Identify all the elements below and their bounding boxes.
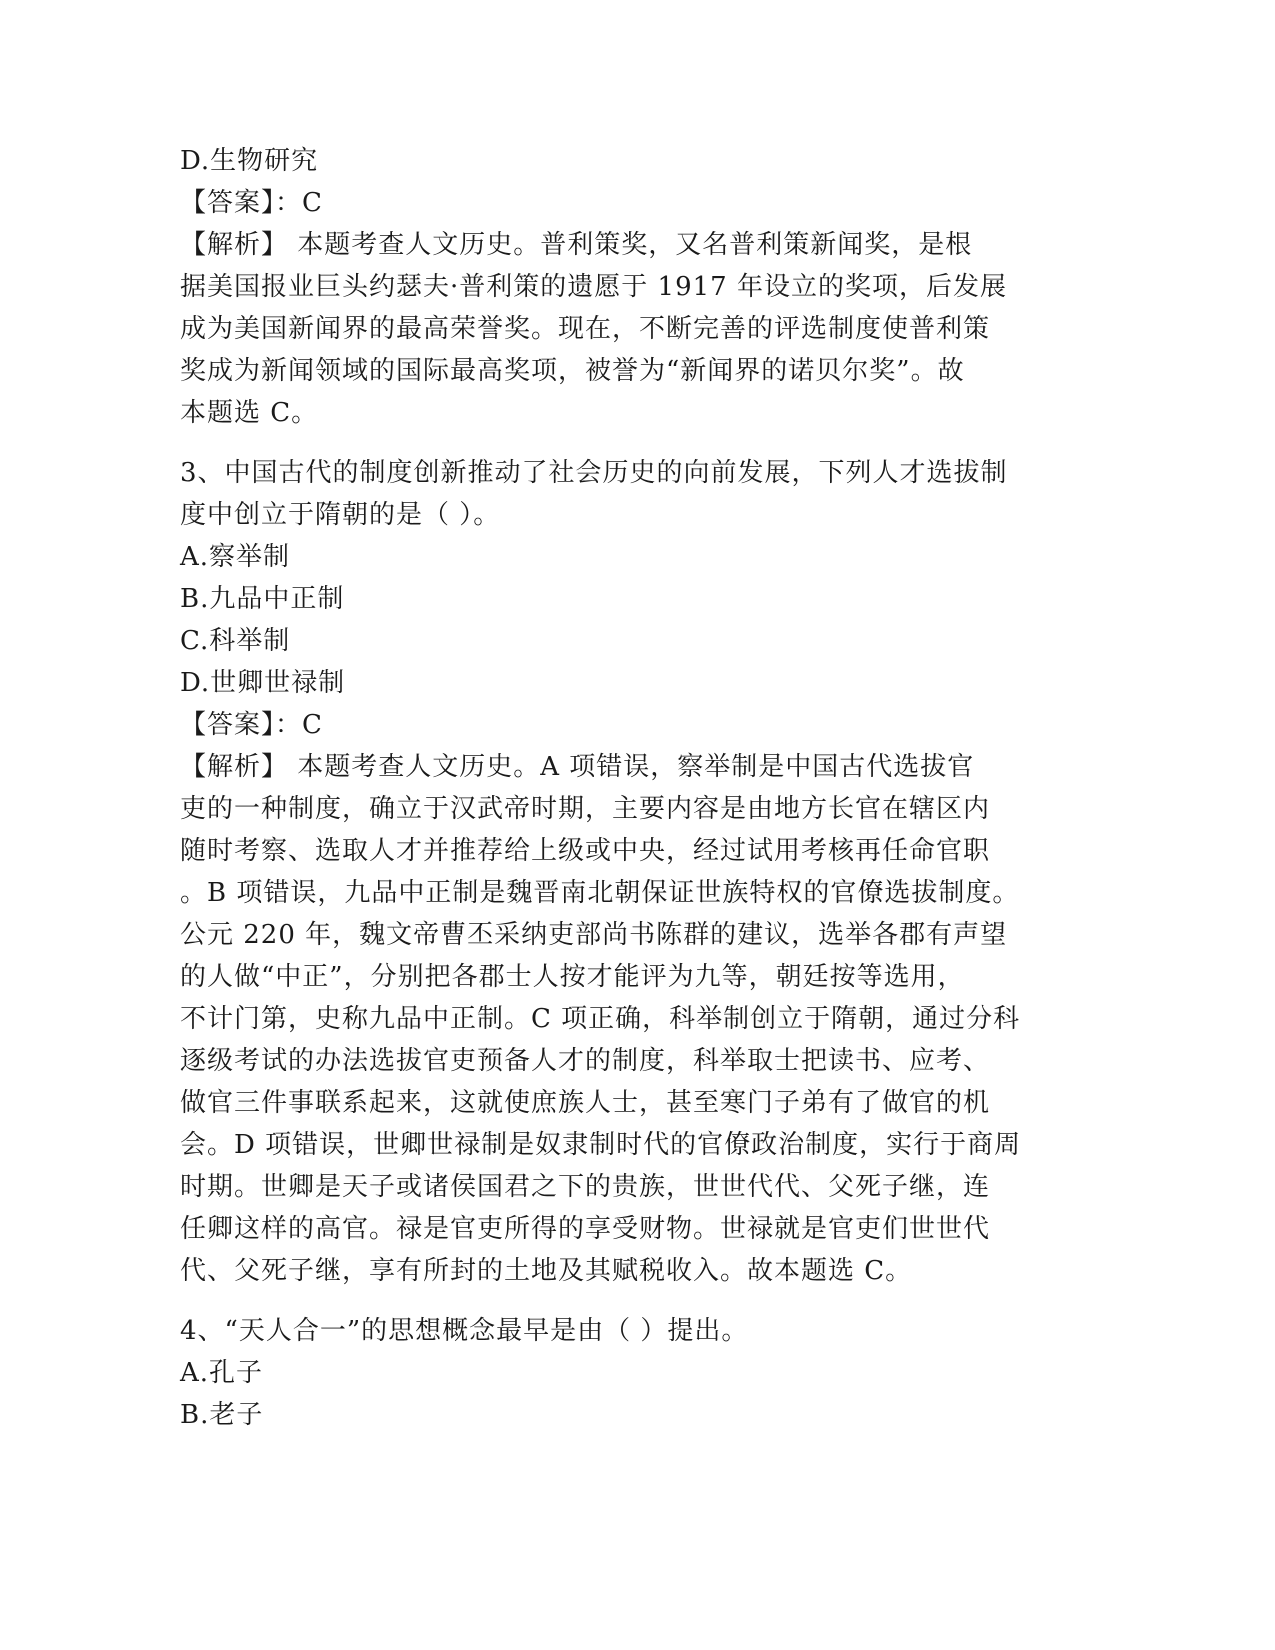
explanation-line: 奖成为新闻领域的国际最高奖项，被誉为“新闻界的诺贝尔奖”。故 (180, 356, 965, 386)
answer-line: 【答案】：C (180, 188, 323, 218)
option-c: C.科举制 (180, 626, 291, 656)
question-stem: 4、“天人合一”的思想概念最早是由（ ）提出。 (180, 1316, 749, 1346)
explanation-line: 任卿这样的高官。禄是官吏所得的享受财物。世禄就是官吏们世世代 (180, 1214, 991, 1244)
question-stem: 3、中国古代的制度创新推动了社会历史的向前发展，下列人才选拔制 (180, 458, 1008, 488)
explanation-line: 成为美国新闻界的最高荣誉奖。现在，不断完善的评选制度使普利策 (180, 314, 991, 344)
explanation-line: 的人做“中正”，分别把各郡士人按才能评为九等，朝廷按等选用， (180, 962, 965, 992)
answer-line: 【答案】：C (180, 710, 323, 740)
explanation-line: 会。D 项错误，世卿世禄制是奴隶制时代的官僚政治制度，实行于商周 (180, 1130, 1022, 1160)
option-a: A.孔子 (180, 1358, 264, 1388)
explanation (180, 224, 1040, 434)
explanation-line: 据美国报业巨头约瑟夫·普利策的遗愿于 1917 年设立的奖项，后发展 (180, 272, 1007, 302)
option-a: A.察举制 (180, 542, 291, 572)
explanation-line: 不计门第，史称九品中正制。C 项正确，科举制创立于隋朝，通过分科 (180, 1004, 1021, 1034)
spacer (180, 1292, 1040, 1310)
explanation-line: 【解析】 本题考查人文历史。A 项错误，察举制是中国古代选拔官 (180, 752, 975, 782)
document-page (180, 140, 1040, 1436)
option-d: D.世卿世禄制 (180, 668, 346, 698)
explanation-line: 代、父死子继，享有所封的土地及其赋税收入。故本题选 C。 (180, 1256, 913, 1286)
explanation (180, 746, 1040, 1292)
explanation-line: 。B 项错误，九品中正制是魏晋南北朝保证世族特权的官僚选拔制度。 (180, 878, 1020, 908)
question-3 (180, 452, 1040, 1292)
explanation-line: 时期。世卿是天子或诸侯国君之下的贵族，世世代代、父死子继，连 (180, 1172, 991, 1202)
explanation-line: 逐级考试的办法选拔官吏预备人才的制度，科举取士把读书、应考、 (180, 1046, 991, 1076)
option-d: D.生物研究 (180, 146, 319, 176)
explanation-line: 【解析】 本题考查人文历史。普利策奖，又名普利策新闻奖，是根 (180, 230, 973, 260)
option-b: B.九品中正制 (180, 584, 345, 614)
explanation-line: 随时考察、选取人才并推荐给上级或中央，经过试用考核再任命官职 (180, 836, 991, 866)
question-2-tail (180, 140, 1040, 434)
explanation-line: 吏的一种制度，确立于汉武帝时期，主要内容是由地方长官在辖区内 (180, 794, 991, 824)
question-4 (180, 1310, 1040, 1436)
question-stem: 度中创立于隋朝的是（ ）。 (180, 500, 501, 530)
explanation-line: 公元 220 年，魏文帝曹丕采纳吏部尚书陈群的建议，选举各郡有声望 (180, 920, 1008, 950)
option-b: B.老子 (180, 1400, 264, 1430)
explanation-line: 做官三件事联系起来，这就使庶族人士，甚至寒门子弟有了做官的机 (180, 1088, 991, 1118)
spacer (180, 434, 1040, 452)
explanation-line: 本题选 C。 (180, 398, 319, 428)
